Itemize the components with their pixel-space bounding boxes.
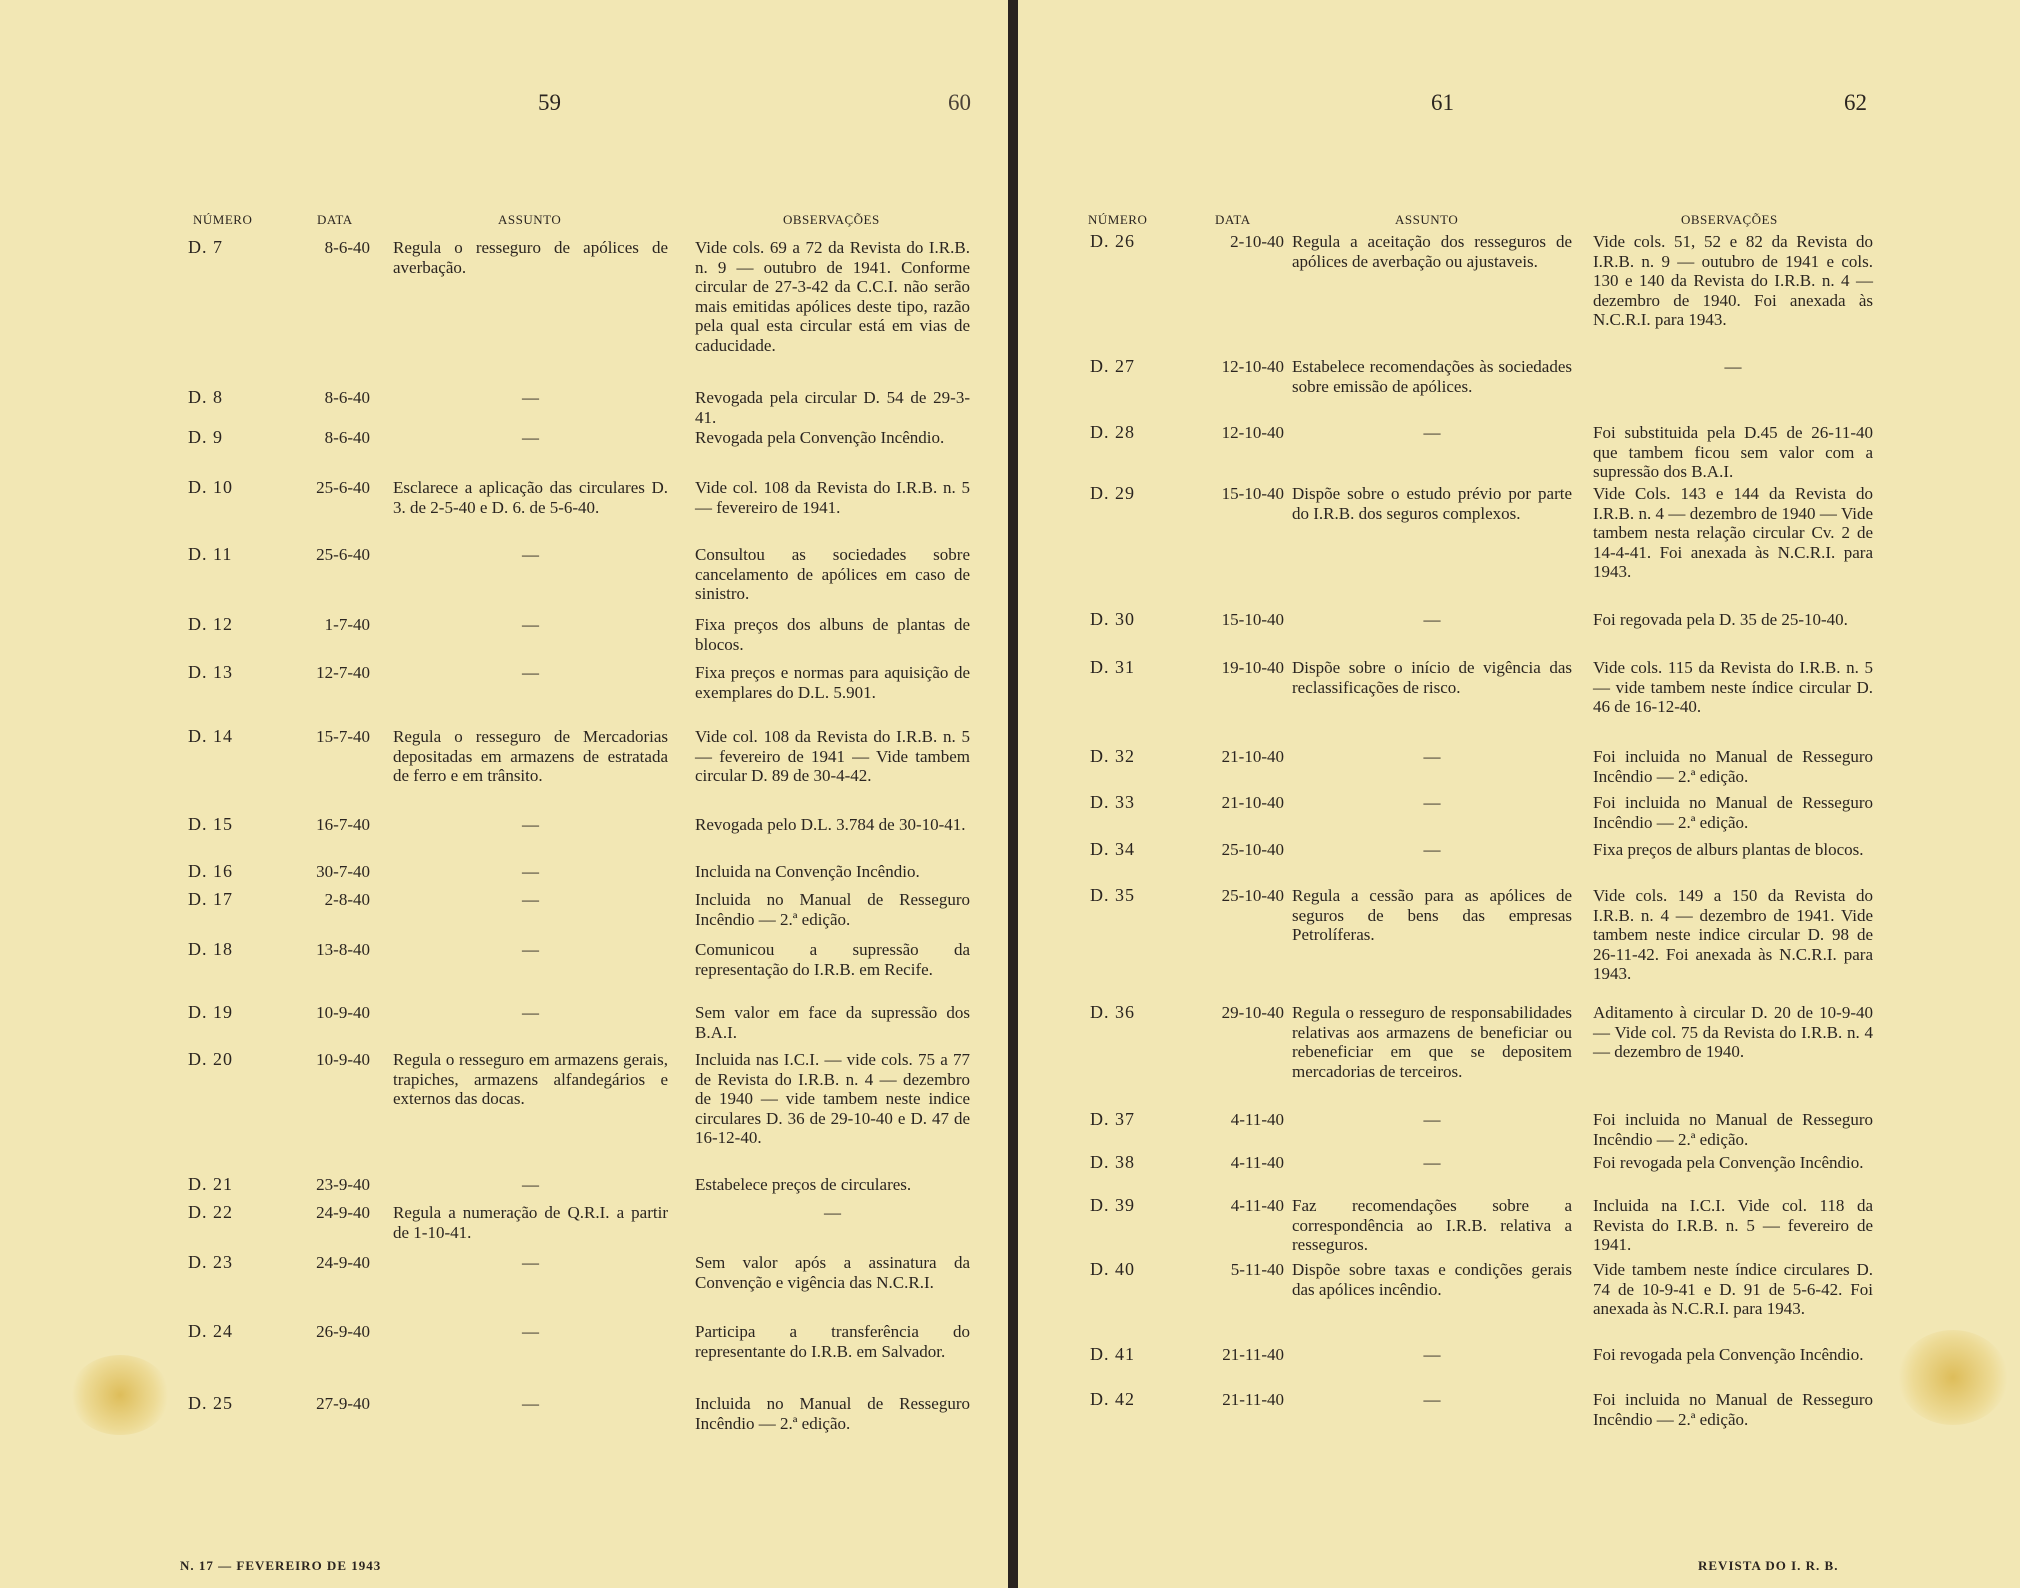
circular-number: D. 30: [1090, 609, 1135, 629]
header-assunto: ASSUNTO: [1395, 212, 1459, 227]
page-footer-right: REVISTA DO I. R. B.: [1698, 1558, 1839, 1573]
circular-remarks: Estabelece preços de circulares.: [695, 1175, 912, 1194]
circular-subject: —: [522, 1322, 539, 1341]
table-row: [1018, 231, 2020, 329]
circular-date: 12-7-40: [316, 663, 370, 682]
circular-number: D. 42: [1090, 1389, 1135, 1409]
circular-number: D. 7: [188, 237, 223, 257]
circular-date: 16-7-40: [316, 815, 370, 834]
circular-date: 19-10-40: [1221, 658, 1284, 677]
table-row: [0, 478, 1008, 538]
circular-subject: —: [522, 1253, 539, 1272]
circular-date: 4-11-40: [1230, 1153, 1284, 1172]
header-data: DATA: [317, 212, 353, 227]
header-data: DATA: [1215, 212, 1251, 227]
circular-date: 26-9-40: [316, 1322, 370, 1341]
circular-date: 24-9-40: [316, 1253, 370, 1272]
circular-number: D. 10: [188, 477, 233, 497]
circular-number: D. 19: [188, 1002, 233, 1022]
table-row: [0, 1253, 1008, 1313]
circular-subject: —: [522, 1175, 539, 1194]
circular-date: 24-9-40: [316, 1203, 370, 1222]
circular-subject: Estabelece recomendações às sociedades sobre emissão de apólices.: [1292, 357, 1572, 396]
circular-remarks: Fixa preços e normas para aquisição de exemplares do D.L. 5.901.: [695, 663, 970, 702]
circular-subject: Dispõe sobre taxas e condições gerais das apólices incêndio.: [1292, 1260, 1572, 1299]
circular-number: D. 31: [1090, 657, 1135, 677]
table-row: [0, 1049, 1008, 1147]
circular-number: D. 38: [1090, 1152, 1135, 1172]
circular-number: D. 35: [1090, 885, 1135, 905]
circular-date: 25-10-40: [1221, 840, 1284, 859]
header-numero: NÚMERO: [193, 212, 253, 227]
circular-remarks: Participa a transferência do representante do I.R.B. em Salvador.: [695, 1322, 970, 1361]
circular-remarks: —: [824, 1203, 841, 1222]
circular-date: 23-9-40: [316, 1175, 370, 1194]
circular-number: D. 18: [188, 939, 233, 959]
circular-remarks: Foi incluida no Manual de Resseguro Incêndio — 2.ª edição.: [1593, 1390, 1873, 1429]
header-observacoes: OBSERVAÇÕES: [1681, 212, 1778, 227]
circular-remarks: Vide Cols. 143 e 144 da Revista do I.R.B. n. 4 — dezembro de 1940 — Vide tambem nesta relação circular Cv. 2 de 14-4-41. Foi anexada às N.C.R.I. para 1943.: [1593, 484, 1873, 581]
circular-number: D. 23: [188, 1252, 233, 1272]
circular-number: D. 27: [1090, 356, 1135, 376]
circular-date: 15-10-40: [1221, 484, 1284, 503]
circular-date: 27-9-40: [316, 1394, 370, 1413]
circular-remarks: Fixa preços de alburs plantas de blocos.: [1593, 840, 1864, 859]
circular-remarks: Vide cols. 115 da Revista do I.R.B. n. 5 — vide tambem neste índice circular D. 46 de 16-12-40.: [1593, 658, 1873, 716]
circular-subject: Regula o resseguro de responsabilidades relativas aos armazens de beneficiar ou rebeneficiar em que se depositem mercadorias de terceiros.: [1292, 1003, 1572, 1081]
circular-remarks: Foi incluida no Manual de Resseguro Incêndio — 2.ª edição.: [1593, 1110, 1873, 1149]
circular-number: D. 32: [1090, 746, 1135, 766]
circular-remarks: Vide cols. 149 a 150 da Revista do I.R.B. n. 4 — dezembro de 1941. Vide tambem neste indice circular D. 98 de 26-11-42. Foi anexada às N.C.R.I. para 1943.: [1593, 886, 1873, 983]
circular-subject: —: [522, 663, 539, 682]
header-observacoes: OBSERVAÇÕES: [783, 212, 880, 227]
page-number-62: 62: [1844, 90, 1867, 115]
circular-date: 5-11-40: [1230, 1260, 1284, 1279]
circular-date: 30-7-40: [316, 862, 370, 881]
circular-subject: Dispõe sobre o início de vigência das reclassificações de risco.: [1292, 658, 1572, 697]
circular-remarks: Vide col. 108 da Revista do I.R.B. n. 5 — fevereiro de 1941 — Vide tambem circular D. 89 de 30-4-42.: [695, 727, 970, 785]
circular-number: D. 22: [188, 1202, 233, 1222]
table-row: [1018, 1002, 2020, 1081]
circular-number: D. 40: [1090, 1259, 1135, 1279]
table-row: [1018, 1390, 2020, 1450]
circular-date: 25-6-40: [316, 545, 370, 564]
circular-date: 2-10-40: [1230, 232, 1284, 251]
circular-date: 10-9-40: [316, 1050, 370, 1069]
circular-date: 29-10-40: [1221, 1003, 1284, 1022]
circular-subject: —: [522, 428, 539, 447]
circular-remarks: Revogada pela Convenção Incêndio.: [695, 428, 945, 447]
table-row: [1018, 1260, 2020, 1320]
table-row: [0, 1394, 1008, 1454]
circular-remarks: Vide cols. 69 a 72 da Revista do I.R.B. n. 9 — outubro de 1941. Conforme circular de 27-3-42 da C.C.I. não serão mais emitidas apólices deste tipo, razão pela qual esta circular está em vias de caducidade.: [695, 238, 970, 355]
circular-date: 13-8-40: [316, 940, 370, 959]
table-row: [1018, 658, 2020, 718]
table-row: [0, 727, 1008, 787]
circular-remarks: Foi incluida no Manual de Resseguro Incêndio — 2.ª edição.: [1593, 747, 1873, 786]
circular-remarks: Incluida no Manual de Resseguro Incêndio — 2.ª edição.: [695, 890, 970, 929]
circular-date: 21-10-40: [1221, 793, 1284, 812]
circular-subject: Regula a numeração de Q.R.I. a partir de 1-10-41.: [393, 1203, 668, 1242]
circular-subject: —: [522, 545, 539, 564]
circular-date: 15-7-40: [316, 727, 370, 746]
circular-subject: —: [1423, 1153, 1441, 1172]
circular-date: 15-10-40: [1221, 610, 1284, 629]
circular-subject: Regula a cessão para as apólices de seguros de bens das empresas Petrolíferas.: [1292, 886, 1572, 944]
table-row: [1018, 483, 2020, 581]
circular-remarks: Revogada pelo D.L. 3.784 de 30-10-41.: [695, 815, 966, 834]
circular-remarks: Comunicou a supressão da representação do I.R.B. em Recife.: [695, 940, 970, 979]
circular-number: D. 33: [1090, 792, 1135, 812]
circular-subject: Regula o resseguro em armazens gerais, trapiches, armazens alfandegários e externos das docas.: [393, 1050, 668, 1108]
table-row: [0, 1322, 1008, 1382]
circular-date: 8-6-40: [324, 428, 370, 447]
circular-remarks: Consultou as sociedades sobre cancelamento de apólices em caso de sinistro.: [695, 545, 970, 603]
circular-remarks: Vide cols. 51, 52 e 82 da Revista do I.R.B. n. 9 — outubro de 1941 e cols. 130 e 140 da Revista do I.R.B. n. 4 — dezembro de 1940. Foi anexada às N.C.R.I. para 1943.: [1593, 232, 1873, 329]
circular-number: D. 12: [188, 614, 233, 634]
table-row: [0, 237, 1008, 355]
circular-date: 4-11-40: [1230, 1110, 1284, 1129]
circular-number: D. 28: [1090, 422, 1135, 442]
circular-subject: Regula o resseguro de Mercadorias depositadas em armazens de estratada de ferro e em trânsito.: [393, 727, 668, 785]
circular-number: D. 20: [188, 1049, 233, 1069]
circular-subject: —: [1423, 840, 1441, 859]
circular-number: D. 9: [188, 427, 223, 447]
circular-subject: —: [522, 815, 539, 834]
circular-remarks: Incluida na I.C.I. Vide col. 118 da Revista do I.R.B. n. 5 — fevereiro de 1941.: [1593, 1196, 1873, 1254]
circular-number: D. 39: [1090, 1195, 1135, 1215]
circular-remarks: Foi incluida no Manual de Resseguro Incêndio — 2.ª edição.: [1593, 793, 1873, 832]
circular-remarks: Aditamento à circular D. 20 de 10-9-40 — Vide col. 75 da Revista do I.R.B. n. 4 — dezembro de 1940.: [1593, 1003, 1873, 1061]
table-row: [0, 940, 1008, 1000]
circular-subject: Faz recomendações sobre a correspondência ao I.R.B. relativa a resseguros.: [1292, 1196, 1572, 1254]
circular-subject: Dispõe sobre o estudo prévio por parte do I.R.B. dos seguros complexos.: [1292, 484, 1572, 523]
circular-remarks: Vide col. 108 da Revista do I.R.B. n. 5 — fevereiro de 1941.: [695, 478, 970, 517]
page-footer-left: N. 17 — FEVEREIRO DE 1943: [180, 1558, 382, 1573]
header-assunto: ASSUNTO: [498, 212, 562, 227]
circular-number: D. 14: [188, 726, 233, 746]
circular-subject: —: [1423, 1390, 1441, 1409]
circular-number: D. 34: [1090, 839, 1135, 859]
circular-number: D. 17: [188, 889, 233, 909]
circular-remarks: Vide tambem neste índice circulares D. 74 de 10-9-41 e D. 91 de 5-6-42. Foi anexada às N.C.R.I. para 1943.: [1593, 1260, 1873, 1318]
circular-date: 21-10-40: [1221, 747, 1284, 766]
circular-remarks: Foi revogada pela Convenção Incêndio.: [1593, 1153, 1864, 1172]
right-page: [1018, 0, 2020, 1588]
circular-number: D. 25: [188, 1393, 233, 1413]
circular-subject: Regula a aceitação dos resseguros de apólices de averbação ou ajustaveis.: [1292, 232, 1572, 271]
table-row: [1018, 423, 2020, 483]
circular-subject: —: [522, 388, 539, 407]
circular-number: D. 21: [188, 1174, 233, 1194]
circular-subject: —: [522, 1003, 539, 1022]
circular-date: 12-10-40: [1221, 423, 1284, 442]
circular-remarks: —: [1724, 357, 1742, 376]
circular-number: D. 24: [188, 1321, 233, 1341]
circular-date: 8-6-40: [324, 388, 370, 407]
circular-subject: —: [1423, 423, 1441, 442]
circular-remarks: Foi revogada pela Convenção Incêndio.: [1593, 1345, 1864, 1364]
circular-date: 10-9-40: [316, 1003, 370, 1022]
left-page: [0, 0, 1008, 1588]
circular-subject: —: [1423, 1345, 1441, 1364]
table-row: [1018, 885, 2020, 983]
circular-subject: —: [522, 615, 539, 634]
circular-number: D. 37: [1090, 1109, 1135, 1129]
circular-number: D. 36: [1090, 1002, 1135, 1022]
circular-subject: —: [522, 1394, 539, 1413]
circular-subject: —: [1423, 747, 1441, 766]
circular-number: D. 15: [188, 814, 233, 834]
circular-remarks: Sem valor após a assinatura da Convenção e vigência das N.C.R.I.: [695, 1253, 970, 1292]
circular-subject: Regula o resseguro de apólices de averbação.: [393, 238, 668, 277]
page-number-59: 59: [538, 90, 561, 115]
circular-remarks: Incluida nas I.C.I. — vide cols. 75 a 77 de Revista do I.R.B. n. 4 — dezembro de 1940 — vide tambem neste indice circulares D. 36 de 29-10-40 e D. 47 de 16-12-40.: [695, 1050, 970, 1147]
circular-date: 2-8-40: [324, 890, 370, 909]
circular-number: D. 41: [1090, 1344, 1135, 1364]
table-row: [0, 545, 1008, 605]
circular-number: D. 13: [188, 662, 233, 682]
circular-subject: —: [522, 890, 539, 909]
circular-subject: Esclarece a aplicação das circulares D. 3. de 2-5-40 e D. 6. de 5-6-40.: [393, 478, 668, 517]
circular-date: 1-7-40: [324, 615, 370, 634]
circular-number: D. 29: [1090, 483, 1135, 503]
circular-subject: —: [1423, 793, 1441, 812]
circular-number: D. 16: [188, 861, 233, 881]
circular-remarks: Foi substituida pela D.45 de 26-11-40 que tambem ficou sem valor com a supressão dos B.A.I.: [1593, 423, 1873, 481]
header-numero: NÚMERO: [1088, 212, 1148, 227]
circular-subject: —: [1423, 610, 1441, 629]
circular-subject: —: [1423, 1110, 1441, 1129]
page-number-60: 60: [948, 90, 971, 115]
circular-subject: —: [522, 862, 539, 881]
circular-date: 4-11-40: [1230, 1196, 1284, 1215]
circular-remarks: Sem valor em face da supressão dos B.A.I.: [695, 1003, 970, 1042]
circular-subject: —: [522, 940, 539, 959]
circular-date: 21-11-40: [1222, 1345, 1284, 1364]
table-row: [1018, 357, 2020, 417]
circular-remarks: Foi regovada pela D. 35 de 25-10-40.: [1593, 610, 1848, 629]
circular-date: 21-11-40: [1222, 1390, 1284, 1409]
circular-remarks: Revogada pela circular D. 54 de 29-3-41.: [695, 388, 970, 427]
circular-number: D. 8: [188, 387, 223, 407]
circular-date: 25-10-40: [1221, 886, 1284, 905]
circular-number: D. 26: [1090, 231, 1135, 251]
table-row: [0, 663, 1008, 723]
circular-remarks: Fixa preços dos albuns de plantas de blocos.: [695, 615, 970, 654]
circular-number: D. 11: [188, 544, 233, 564]
circular-date: 25-6-40: [316, 478, 370, 497]
circular-date: 12-10-40: [1221, 357, 1284, 376]
page-number-61: 61: [1431, 90, 1454, 115]
circular-remarks: Incluida na Convenção Incêndio.: [695, 862, 920, 881]
circular-remarks: Incluida no Manual de Resseguro Incêndio — 2.ª edição.: [695, 1394, 970, 1433]
circular-date: 8-6-40: [324, 238, 370, 257]
table-row: [1018, 1196, 2020, 1256]
